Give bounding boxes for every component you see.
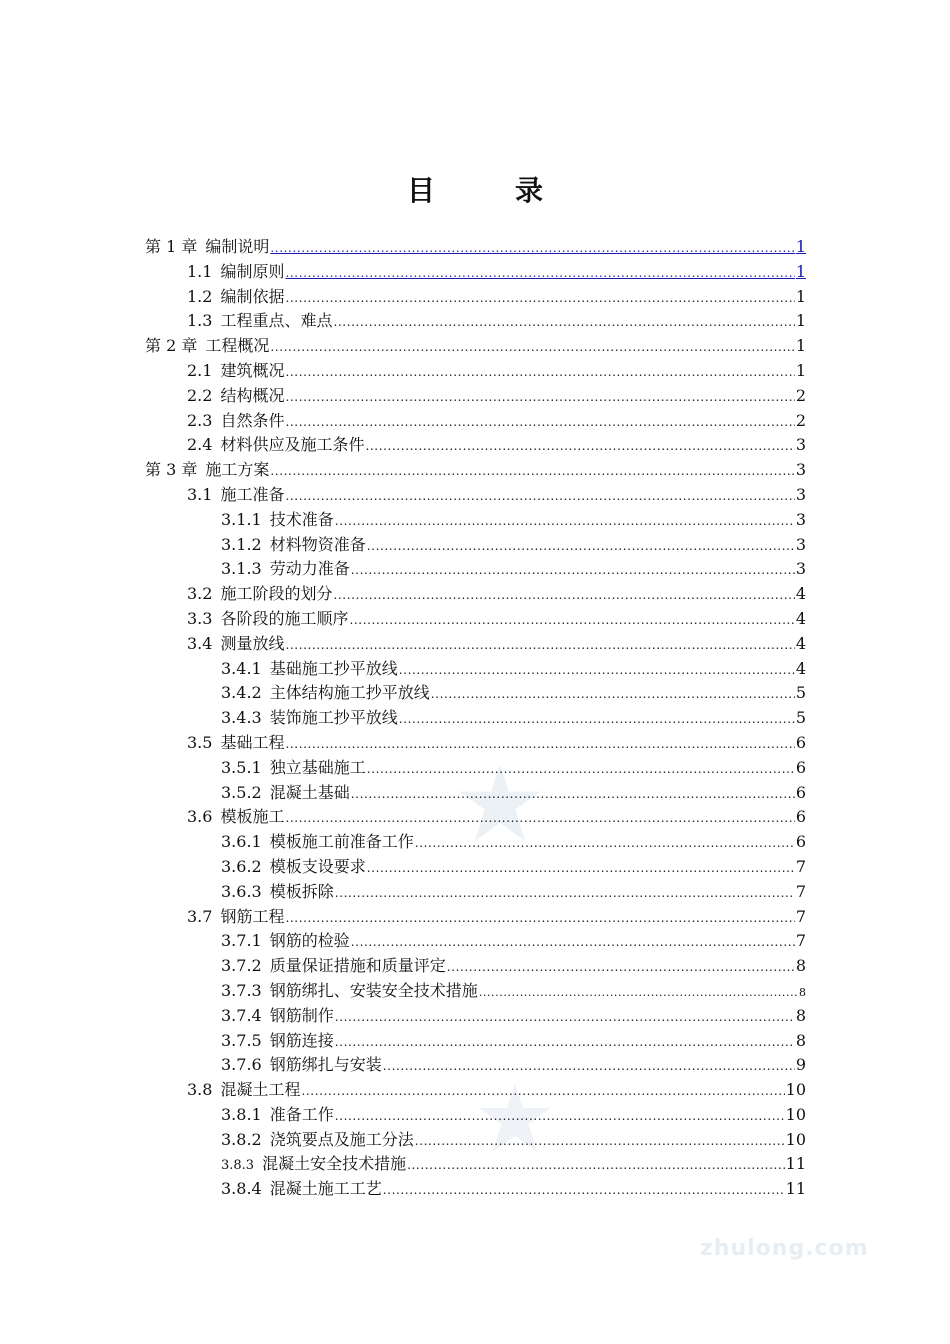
- toc-entry-page: 2: [795, 410, 806, 430]
- toc-entry-label: 工程重点、难点: [220, 311, 333, 331]
- toc-entry[interactable]: [145, 285, 806, 310]
- toc-entry-page: 4: [795, 658, 806, 678]
- toc-leader-dots: [333, 583, 794, 607]
- toc-entry[interactable]: [145, 1103, 806, 1128]
- toc-entry-number: 第 1 章: [145, 237, 198, 256]
- toc-leader-dots: [383, 1178, 785, 1202]
- toc-entry-number: 3.1.3: [221, 559, 262, 579]
- toc-entry-number: 3.8.3: [221, 1158, 255, 1174]
- toc-leader-dots: [383, 1054, 795, 1078]
- toc-entry-number: 3.5.1: [221, 757, 262, 777]
- toc-leader-dots: [335, 1005, 795, 1029]
- toc-entry-page: 11: [785, 1179, 806, 1199]
- toc-entry-number: 3.7.1: [221, 931, 262, 951]
- toc-entry-page: 4: [795, 633, 806, 653]
- toc-leader-dots: [479, 981, 798, 1005]
- toc-entry-page: 3: [795, 435, 806, 455]
- toc-entry-number: 第 3 章: [145, 460, 198, 480]
- toc-entry[interactable]: [145, 359, 806, 384]
- toc-entry-label: 模板支设要求: [269, 856, 366, 876]
- toc-leader-dots: [399, 707, 795, 731]
- toc-entry[interactable]: [145, 1053, 806, 1078]
- toc-leader-dots: [285, 286, 794, 310]
- toc-entry-page: 6: [795, 757, 806, 777]
- toc-entry-label: 钢筋工程: [220, 906, 285, 926]
- toc-entry[interactable]: [145, 681, 806, 706]
- toc-entry[interactable]: [145, 582, 806, 607]
- toc-entry-label: 测量放线: [220, 633, 285, 653]
- toc-entry-label: 钢筋连接: [269, 1030, 334, 1050]
- toc-leader-dots: [367, 757, 795, 781]
- toc-entry-page: 7: [795, 931, 806, 951]
- toc-entry[interactable]: [145, 409, 806, 434]
- toc-leader-dots: [270, 236, 794, 260]
- toc-leader-dots: [407, 1153, 785, 1177]
- toc-entry-label: 浇筑要点及施工分法: [269, 1129, 414, 1149]
- toc-entry[interactable]: [145, 954, 806, 979]
- toc-entry-label: 编制依据: [220, 286, 285, 306]
- toc-entry-number: 3.4: [187, 633, 213, 653]
- toc-entry-number: 3.7: [187, 906, 213, 926]
- toc-entry-label: 技术准备: [269, 509, 334, 529]
- toc-entry-page: 3: [795, 484, 806, 504]
- toc-entry-page: 10: [785, 1129, 806, 1149]
- toc-entry-page: 6: [795, 782, 806, 802]
- toc-entry-label: 建筑概况: [220, 360, 285, 380]
- toc-entry-number: 1.1: [187, 261, 213, 281]
- toc-entry-label: 编制原则: [220, 261, 285, 281]
- toc-leader-dots: [285, 732, 794, 756]
- toc-entry-label: 模板施工前准备工作: [269, 832, 414, 852]
- toc-entry[interactable]: [145, 309, 806, 334]
- toc-entry-page: 5: [795, 683, 806, 703]
- toc-leader-dots: [335, 1030, 795, 1054]
- toc-leader-dots: [349, 608, 794, 632]
- toc-leader-dots: [415, 1129, 785, 1153]
- toc-entry-page: 8: [799, 985, 806, 999]
- toc-entry-number: 1.3: [187, 311, 213, 331]
- toc-entry-label: 施工准备: [220, 484, 285, 504]
- toc-entry-number: 3.8: [187, 1080, 213, 1100]
- toc-entry-label: 装饰施工抄平放线: [269, 708, 398, 728]
- toc-leader-dots: [335, 509, 795, 533]
- toc-entry-page: 1: [795, 237, 806, 256]
- toc-entry[interactable]: [145, 607, 806, 632]
- toc-entry-label: 编制说明: [205, 237, 270, 256]
- toc-entry[interactable]: [145, 1128, 806, 1153]
- toc-entry-page: 6: [795, 732, 806, 752]
- toc-leader-dots: [447, 955, 795, 979]
- toc-entry-page: 4: [795, 584, 806, 604]
- toc-entry-page: 1: [795, 336, 806, 356]
- toc-entry-page: 3: [795, 559, 806, 579]
- toc-leader-dots: [351, 558, 795, 582]
- toc-entry-number: 2.4: [187, 435, 213, 455]
- toc-entry-number: 3.8.4: [221, 1179, 262, 1199]
- toc-entry-label: 施工方案: [205, 460, 270, 480]
- toc-entry-number: 3.4.1: [221, 658, 262, 678]
- toc-entry-number: 3.6.3: [221, 881, 262, 901]
- toc-entry-number: 3.1: [187, 484, 213, 504]
- toc-entry[interactable]: [145, 508, 806, 533]
- toc-leader-dots: [365, 434, 794, 458]
- toc-leader-dots: [285, 360, 794, 384]
- toc-entry-number: 3.7.4: [221, 1005, 262, 1025]
- toc-leader-dots: [367, 856, 795, 880]
- toc-entry-label: 自然条件: [220, 410, 285, 430]
- toc-entry-page: 5: [795, 708, 806, 728]
- toc-entry-label: 钢筋绑扎与安装: [269, 1055, 382, 1075]
- toc-entry[interactable]: [145, 706, 806, 731]
- toc-entry-number: 3.2: [187, 584, 213, 604]
- toc-entry[interactable]: [145, 384, 806, 409]
- toc-entry-label: 钢筋制作: [269, 1005, 334, 1025]
- toc-entry[interactable]: [145, 929, 806, 954]
- toc-entry-number: 2.2: [187, 385, 213, 405]
- toc-entry[interactable]: [145, 632, 806, 657]
- toc-entry[interactable]: [145, 533, 806, 558]
- toc-leader-dots: [270, 459, 794, 483]
- toc-entry-page: 8: [795, 956, 806, 976]
- toc-leader-dots: [285, 906, 794, 930]
- toc-entry-label: 钢筋绑扎、安装安全技术措施: [269, 980, 478, 1000]
- toc-entry[interactable]: [145, 235, 806, 260]
- toc-entry-page: 1: [795, 360, 806, 380]
- toc-entry[interactable]: [145, 979, 806, 1004]
- toc-entry-number: 3.6: [187, 807, 213, 827]
- toc-leader-dots: [351, 930, 795, 954]
- toc-leader-dots: [301, 1079, 784, 1103]
- toc-entry-label: 材料供应及施工条件: [220, 435, 365, 455]
- toc-entry[interactable]: [145, 1078, 806, 1103]
- toc-leader-dots: [399, 658, 795, 682]
- toc-entry-page: 11: [785, 1154, 806, 1174]
- toc-entry-number: 3.4.3: [221, 708, 262, 728]
- toc-entry[interactable]: [145, 830, 806, 855]
- toc-entry-page: 3: [795, 460, 806, 480]
- toc-leader-dots: [270, 335, 794, 359]
- toc-entry-page: 7: [795, 906, 806, 926]
- toc-entry-page: 10: [785, 1080, 806, 1100]
- toc-entry-label: 材料物资准备: [269, 534, 366, 554]
- toc-entry-label: 主体结构施工抄平放线: [269, 683, 430, 703]
- toc-entry-label: 结构概况: [220, 385, 285, 405]
- toc-entry-label: 质量保证措施和质量评定: [269, 956, 446, 976]
- toc-entry[interactable]: [145, 1177, 806, 1202]
- toc-entry-number: 第 2 章: [145, 336, 198, 356]
- watermark-text: zhulong.com: [700, 1236, 869, 1261]
- toc-leader-dots: [351, 782, 795, 806]
- toc-entry-label: 各阶段的施工顺序: [220, 608, 349, 628]
- toc-entry-label: 准备工作: [269, 1104, 334, 1124]
- toc-entry-page: 6: [795, 832, 806, 852]
- toc-leader-dots: [285, 806, 794, 830]
- table-of-contents: [145, 235, 806, 1202]
- toc-entry-page: 9: [795, 1055, 806, 1075]
- toc-entry-number: 3.5: [187, 732, 213, 752]
- toc-entry-label: 工程概况: [205, 336, 270, 356]
- toc-entry-label: 混凝土施工工艺: [269, 1179, 382, 1199]
- toc-leader-dots: [285, 261, 794, 285]
- toc-leader-dots: [285, 633, 794, 657]
- toc-entry-number: 3.5.2: [221, 782, 262, 802]
- toc-entry[interactable]: [145, 483, 806, 508]
- toc-entry-page: 1: [795, 311, 806, 331]
- toc-entry-number: 3.7.6: [221, 1055, 262, 1075]
- toc-entry[interactable]: [145, 805, 806, 830]
- toc-entry[interactable]: [145, 756, 806, 781]
- toc-entry-number: 3.6.1: [221, 832, 262, 852]
- toc-entry[interactable]: [145, 557, 806, 582]
- toc-entry-number: 3.3: [187, 608, 213, 628]
- toc-entry-number: 3.8.1: [221, 1104, 262, 1124]
- toc-leader-dots: [333, 310, 794, 334]
- toc-entry[interactable]: [145, 334, 806, 359]
- toc-entry[interactable]: [145, 260, 806, 285]
- toc-entry-number: 3.7.2: [221, 956, 262, 976]
- toc-entry-label: 混凝土工程: [220, 1080, 301, 1100]
- toc-entry-number: 3.7.5: [221, 1030, 262, 1050]
- toc-entry-label: 独立基础施工: [269, 757, 366, 777]
- toc-entry-label: 基础施工抄平放线: [269, 658, 398, 678]
- toc-entry-number: 1.2: [187, 286, 213, 306]
- toc-entry-label: 模板施工: [220, 807, 285, 827]
- toc-leader-dots: [431, 682, 795, 706]
- toc-entry-page: 4: [795, 608, 806, 628]
- toc-entry-page: 6: [795, 807, 806, 827]
- toc-leader-dots: [415, 831, 795, 855]
- toc-entry-number: 2.1: [187, 360, 213, 380]
- toc-entry-page: 7: [795, 856, 806, 876]
- toc-entry-label: 模板拆除: [269, 881, 334, 901]
- toc-entry[interactable]: [145, 657, 806, 682]
- toc-entry-label: 施工阶段的划分: [220, 584, 333, 604]
- toc-entry[interactable]: [145, 433, 806, 458]
- toc-entry-page: 2: [795, 385, 806, 405]
- toc-entry-page: 1: [795, 286, 806, 306]
- toc-entry-label: 基础工程: [220, 732, 285, 752]
- toc-entry-label: 混凝土基础: [269, 782, 350, 802]
- toc-entry[interactable]: [145, 458, 806, 483]
- toc-leader-dots: [335, 1104, 785, 1128]
- toc-entry-page: 7: [795, 881, 806, 901]
- toc-entry-number: 3.1.1: [221, 509, 262, 529]
- toc-entry-number: 3.6.2: [221, 856, 262, 876]
- toc-leader-dots: [285, 385, 794, 409]
- toc-entry[interactable]: [145, 880, 806, 905]
- toc-leader-dots: [285, 410, 794, 434]
- toc-entry[interactable]: [145, 855, 806, 880]
- toc-entry-page: 8: [795, 1005, 806, 1025]
- toc-entry-label: 钢筋的检验: [269, 931, 350, 951]
- toc-entry-label: 劳动力准备: [269, 559, 350, 579]
- toc-entry-page: 1: [795, 261, 806, 281]
- page-title: 目 录: [406, 173, 569, 207]
- toc-entry[interactable]: [145, 781, 806, 806]
- toc-entry-number: 3.1.2: [221, 534, 262, 554]
- toc-entry[interactable]: [145, 1152, 806, 1177]
- toc-entry-number: 3.4.2: [221, 683, 262, 703]
- toc-entry-number: 3.7.3: [221, 980, 262, 1000]
- toc-entry-page: 3: [795, 509, 806, 529]
- toc-entry-page: 8: [795, 1030, 806, 1050]
- toc-entry[interactable]: [145, 905, 806, 930]
- toc-entry[interactable]: [145, 731, 806, 756]
- toc-leader-dots: [367, 534, 795, 558]
- toc-entry-page: 10: [785, 1104, 806, 1124]
- toc-leader-dots: [285, 484, 794, 508]
- toc-entry-number: 3.8.2: [221, 1129, 262, 1149]
- toc-entry[interactable]: [145, 1029, 806, 1054]
- toc-entry-page: 3: [795, 534, 806, 554]
- toc-entry[interactable]: [145, 1004, 806, 1029]
- toc-entry-label: 混凝土安全技术措施: [262, 1154, 407, 1174]
- toc-entry-number: 2.3: [187, 410, 213, 430]
- toc-leader-dots: [335, 881, 795, 905]
